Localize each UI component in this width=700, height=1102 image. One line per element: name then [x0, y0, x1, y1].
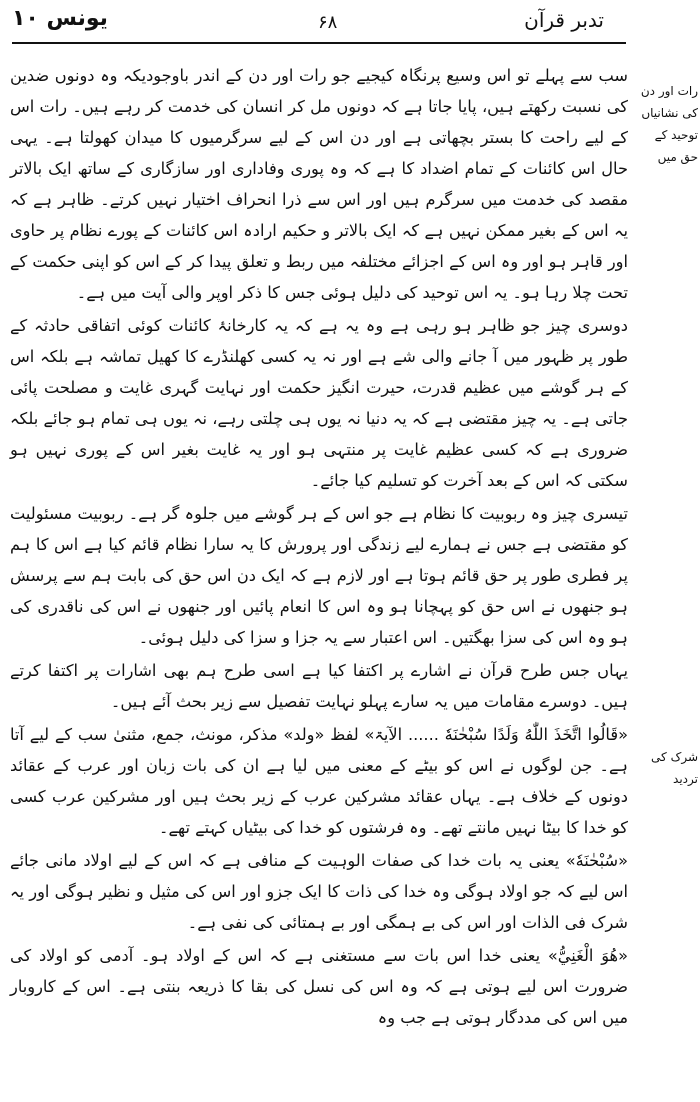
paragraph-hereafter: دوسری چیز جو ظاہر ہو رہی ہے وہ یہ ہے کہ یہ کارخانۂ کائنات کوئی اتفاقی حادثہ کے طور پر ظہور میں آ جانے والی شے ہے اور نہ یہ کسی کھلنڈرے کا کھیل تماشہ ہے بلکہ اس کے ہر گوشے میں عظیم قدرت، حیرت انگیز حکمت اور نہایت گہری غایت و مصلحت پائی جاتی ہے۔ یہ چیز مقتضی ہے کہ یہ دنیا نہ یوں ہی چلتی رہے، نہ یوں ہی تمام ہو جائے بلکہ ضروری ہے کہ کسی عظیم غایت پر منتہی ہو اور یہ غایت بغیر اس کے پوری نہیں ہو سکتی کہ اس کے بعد آخرت کو تسلیم کیا جائے۔ — [10, 316, 628, 490]
margin-note-shirk-refutation: شرک کی تردید — [651, 750, 698, 786]
page-header — [0, 0, 700, 58]
commentary-body — [10, 60, 628, 1098]
book-title: تدبر قرآن — [524, 8, 604, 32]
header-rule — [12, 42, 626, 44]
paragraph-day-night: سب سے پہلے تو اس وسیع پرنگاہ کیجیے جو رات اور دن کے اندر باوجودیکہ وہ دونوں ضدین کی نسبت رکھتے ہیں، پایا جاتا ہے کہ دونوں مل کر انسان کی خدمت کر رہے ہیں۔ رات اس کے لیے راحت کا بستر بچھاتی ہے اور دن اس کے لیے سرگرمیوں کا میدان کھولتا ہے۔ یہی حال اس کائنات کے تمام اضداد کا ہے کہ وہ پوری وفاداری اور سازگاری کے ساتھ ایک بالاتر مقصد کی خدمت میں سرگرم ہیں اور اس سے ذرا انحراف اختیار نہیں کرتے۔ ظاہر ہے کہ یہ اس کے بغیر ممکن نہیں ہے کہ ایک بالاتر و حکیم ارادہ اس کائنات کے پورے نظام پر حاوی اور قاہر ہو اور وہ اس کے اجزائے مختلفہ میں ربط و تعلق پیدا کر کے اس کو اپنی حکمت کے تحت چلا رہا ہو۔ یہ اس توحید کی دلیل ہوئی جس کا ذکر اوپر والی آیت میں ہے۔ — [10, 66, 628, 302]
paragraph-walad: «قَالُوا اتَّخَذَ اللّٰهُ وَلَدًا سُبْحٰنَهٗ ...... الآیۃ» لفظ «ولد» مذکر، مونث، جمع، مثنیٰ سب کے لیے آتا ہے۔ جن لوگوں نے اس کو بیٹے کے معنی میں لیا ہے ان کی بات زبان اور عرب کے عقائد دونوں کے خلاف ہے۔ یہاں عقائد مشرکین عرب کے زیر بحث ہیں اور مشرکین عرب کسی کو خدا کا بیٹا نہیں مانتے تھے۔ وہ فرشتوں کو خدا کی بیٹیاں کہتے تھے۔ — [10, 725, 628, 837]
margin-note-day-night: رات اور دن کی نشانیاں توحید کے حق میں — [640, 84, 698, 164]
surah-title: یونس ۱۰ — [12, 6, 108, 31]
paragraph-ghani: «هُوَ الْغَنِيُّ» یعنی خدا اس بات سے مستغنی ہے کہ اس کے اولاد ہو۔ آدمی کو اولاد کی ضرورت اس لیے ہوتی ہے کہ وہ اس کی نسل کی بقا کا ذریعہ بنتی ہے۔ اس کے کاروبار میں اس کی مددگار ہوتی ہے جب وہ — [10, 946, 628, 1027]
paragraph-rububiyyat: تیسری چیز وہ ربوبیت کا نظام ہے جو اس کے ہر گوشے میں جلوہ گر ہے۔ ربوبیت مسئولیت کو مقتضی ہے جس نے ہمارے لیے زندگی اور پرورش کا یہ سارا نظام قائم کیا ہے اس کا ہم پر فطری طور پر حق قائم ہوتا ہے اور لازم ہے کہ ایک دن اس حق کی بابت ہم سے پرسش ہو جنھوں نے اس حق کو پہچانا ہو وہ اس کا انعام پائیں اور جنھوں نے اس کی ناقدری کی ہو وہ اس کی سزا بھگتیں۔ اس اعتبار سے یہ جزا و سزا کی دلیل ہوئی۔ — [10, 504, 628, 647]
paragraph-subhanahu: «سُبْحٰنَهٗ» یعنی یہ بات خدا کی صفات الوہیت کے منافی ہے کہ اس کے لیے اولاد مانی جائے اس لیے کہ جو اولاد ہوگی وہ خدا کی ذات کا ایک جزو اور اس کی مثیل و نظیر ہوگی اور یہ شرک فی الذات اور اس کی بے ہمگی اور بے ہمتائی کی نفی ہے۔ — [10, 851, 628, 932]
paragraph-hints: یہاں جس طرح قرآن نے اشارے پر اکتفا کیا ہے اسی طرح ہم بھی اشارات پر اکتفا کرتے ہیں۔ دوسرے مقامات میں یہ سارے پہلو نہایت تفصیل سے زیر بحث آئے ہیں۔ — [10, 661, 628, 711]
page-number: ۶۸ — [318, 12, 338, 33]
